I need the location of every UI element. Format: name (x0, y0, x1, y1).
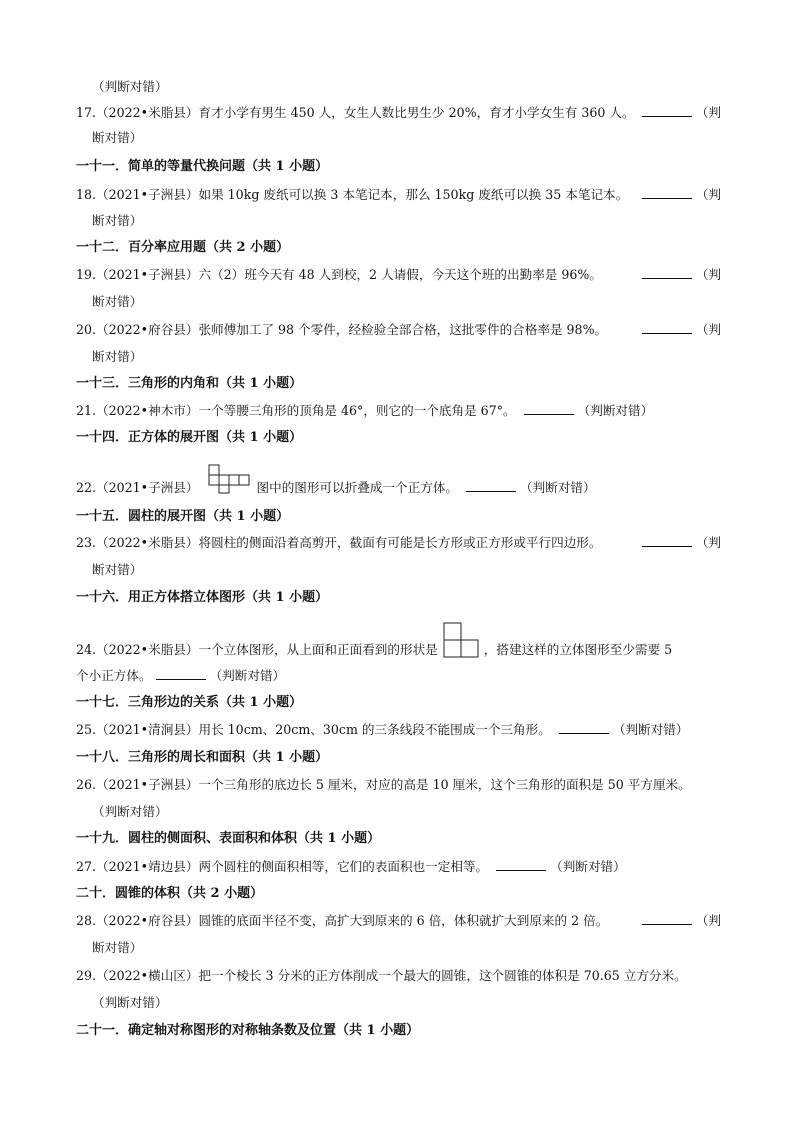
q24-answer-blank[interactable] (156, 667, 206, 680)
q23-tail-line2: 断对错） (92, 562, 143, 577)
q17-tail-line2: 断对错） (92, 130, 143, 145)
q22-text-b: 图中的图形可以折叠成一个正方体。 (256, 480, 459, 495)
question-22 (76, 478, 721, 498)
q21-tail: （判断对错） (577, 403, 654, 418)
q18-text: 18.（2021•子洲县）如果 10kg 废纸可以换 3 本笔记本，那么 150kg 废纸可以换 35 本笔记本。 (76, 187, 629, 202)
q22-text-a: 22.（2021•子洲县） (76, 480, 199, 495)
question-27 (76, 857, 721, 877)
question-21 (76, 401, 721, 421)
q22-tail: （判断对错） (520, 480, 596, 495)
q24-text-a: 24.（2022•米脂县）一个立体图形，从上面和正面看到的形状是 (76, 642, 438, 657)
q25-text: 25.（2021•清涧县）用长 10cm、20cm、30cm 的三条线段不能围成一个三角形。 (76, 722, 551, 737)
q27-answer-blank[interactable] (496, 858, 546, 871)
q24-line2: 个小正方体。 (76, 668, 152, 683)
q27-tail: （判断对错） (550, 859, 626, 874)
q20-text: 20.（2022•府谷县）张师傅加工了 98 个零件，经检验全部合格，这批零件的合格率是 98%。 (76, 322, 608, 337)
section-15-heading: 一十五．圆柱的展开图（共 1 小题） (76, 509, 290, 524)
q29-tail: （判断对错） (92, 995, 168, 1010)
section-21-heading: 二十一．确定轴对称图形的对称轴条数及位置（共 1 小题） (76, 1023, 420, 1038)
q17-tail: （判 (695, 105, 721, 120)
question-24 (76, 640, 721, 660)
q23-text: 23.（2022•米脂县）将圆柱的侧面沿着高剪开，截面有可能是长方形或正方形或平行四边形。 (76, 535, 602, 550)
question-23 (76, 533, 721, 553)
q20-tail-line2: 断对错） (92, 349, 143, 364)
q16-tail: （判断对错） (92, 79, 168, 94)
section-14-heading: 一十四．正方体的展开图（共 1 小题） (76, 430, 303, 445)
q26-tail: （判断对错） (92, 804, 168, 819)
question-25 (76, 720, 721, 740)
q27-text: 27.（2021•靖边县）两个圆柱的侧面积相等，它们的表面积也一定相等。 (76, 859, 489, 874)
q28-answer-blank[interactable] (642, 912, 692, 925)
q18-answer-blank[interactable] (642, 186, 692, 199)
section-12-heading: 一十二．百分率应用题（共 2 小题） (76, 240, 290, 255)
section-18-heading: 一十八．三角形的周长和面积（共 1 小题） (76, 750, 329, 765)
q21-answer-blank[interactable] (524, 402, 574, 415)
section-11-heading: 一十一．简单的等量代换问题（共 1 小题） (76, 159, 329, 174)
q19-tail: （判 (695, 267, 721, 282)
q19-text: 19.（2021•子洲县）六（2）班今天有 48 人到校，2 人请假，今天这个班的出勤率是 96%。 (76, 267, 602, 282)
q28-tail-line2: 断对错） (92, 940, 143, 955)
question-19 (76, 265, 721, 285)
q21-text: 21.（2022•神木市）一个等腰三角形的顶角是 46°，则它的一个底角是 67°。 (76, 403, 516, 418)
q18-tail: （判 (695, 187, 721, 202)
q20-answer-blank[interactable] (642, 321, 692, 334)
q25-answer-blank[interactable] (559, 721, 609, 734)
question-17 (76, 103, 721, 123)
section-13-heading: 一十三．三角形的内角和（共 1 小题） (76, 376, 303, 391)
q20-tail: （判 (695, 322, 721, 337)
question-24-line2 (76, 666, 721, 686)
question-18 (76, 185, 721, 205)
q17-text: 17.（2022•米脂县）育才小学有男生 450 人，女生人数比男生少 20%，育才小学女生有 360 人。 (76, 105, 635, 120)
q24-tail: （判断对错） (209, 668, 286, 683)
q23-tail: （判 (695, 535, 721, 550)
section-20-heading: 二十．圆锥的体积（共 2 小题） (76, 886, 264, 901)
section-17-heading: 一十七．三角形边的关系（共 1 小题） (76, 695, 303, 710)
q28-tail: （判 (695, 913, 721, 928)
q19-answer-blank[interactable] (642, 266, 692, 279)
question-26: 26.（2021•子洲县）一个三角形的底边长 5 厘米，对应的高是 10 厘米，这个三角形的面积是 50 平方厘米。 (76, 777, 691, 792)
q28-text: 28.（2022•府谷县）圆锥的底面半径不变，高扩大到原来的 6 倍，体积就扩大到原来的 2 倍。 (76, 913, 609, 928)
section-19-heading: 一十九．圆柱的侧面积、表面积和体积（共 1 小题） (76, 831, 381, 846)
q17-answer-blank[interactable] (642, 104, 692, 117)
q24-text-b: ，搭建这样的立体图形至少需要 5 (483, 642, 673, 657)
view-shape-figure (443, 622, 479, 658)
question-28 (76, 911, 721, 931)
q22-answer-blank[interactable] (466, 479, 516, 492)
cube-net-figure (207, 464, 251, 494)
q23-answer-blank[interactable] (642, 534, 692, 547)
q19-tail-line2: 断对错） (92, 294, 143, 309)
q18-tail-line2: 断对错） (92, 213, 143, 228)
question-29: 29.（2022•横山区）把一个棱长 3 分米的正方体削成一个最大的圆锥，这个圆锥的体积是 70.65 立方分米。 (76, 968, 687, 983)
question-20 (76, 320, 721, 340)
q25-tail: （判断对错） (612, 722, 689, 737)
section-16-heading: 一十六．用正方体搭立体图形（共 1 小题） (76, 590, 329, 605)
